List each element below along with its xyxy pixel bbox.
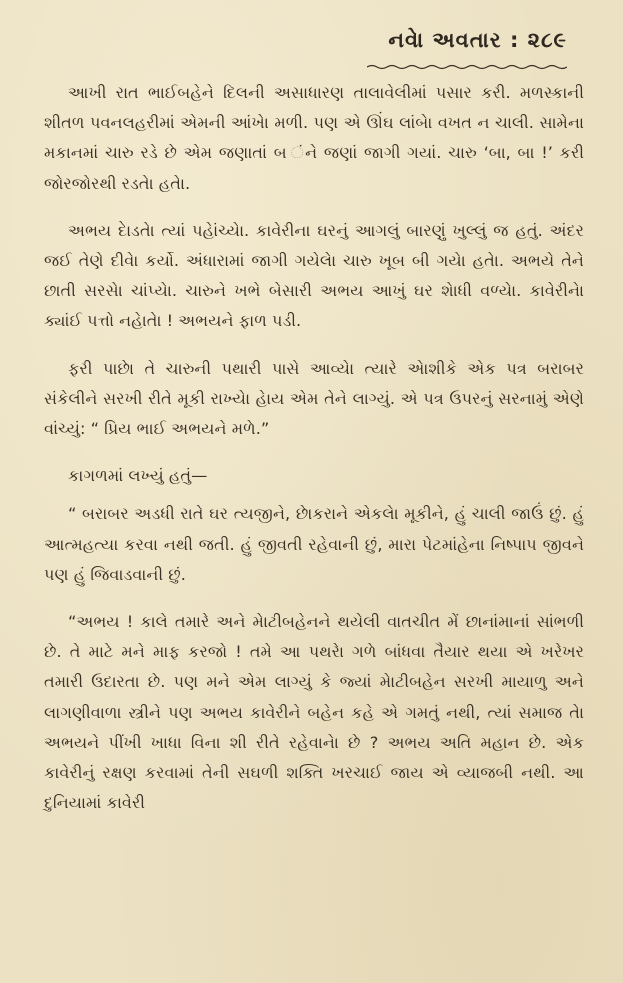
paragraph-letter-abhay: “અભય ! કાલે તમારે અને મેાટીબહેનને થયેલી વાતચીત મેં છાનાંમાનાં સાંભળી છે. તે માટે મને માફ કરજો ! તમે આ પથરેા ગળે બાંધવા તૈયાર થયા એ ખરેખર તમારી ઉદારતા છે. પણ મને એમ લાગ્યું કે જ્યાં મેાટીબહેન સરખી માયાળુ અને લાગણીવાળા સ્ત્રીને પણ અભય કાવેરીને બહેન કહે એ ગમતું નથી, ત્યાં સમાજ તેા અભયને પીંખી ખાધા વિના શી રીતે રહેવાનેા છે ? અભય અતિ મહાન છે. એક કાવેરીનું રક્ષણ કરવામાં તેની સઘળી શક્તિ ખરચાઈ જાય એ વ્યાજબી નથી. આ દુનિયામાં કાવેરી	[44, 612, 584, 813]
paragraph-abhay-searches: અભય દેાડતેા ત્યાં પહેાંચ્યેા. કાવેરીના ઘરનું આગલું બારણું ખુલ્લું જ હતું. અંદર જઈ તેણે દીવેા કર્યો. અંધારામાં જાગી ગયેલેા ચારુ ખૂબ બી ગયેા હતેા. અભયે તેને છાતી સરસેા ચાંપ્યેા. ચારુને ખભે બેસારી અભય આખું ઘર શેાધી વળ્યેા. કાવેરીનેા ક્યાંઈ પત્તો નહેાતેા ! અભયને ફાળ પડી.	[44, 220, 584, 331]
running-title: નવેા અવતાર : ૨૮૯	[388, 28, 567, 52]
paragraph-letter-intro: કાગળમાં લખ્યું હતું—	[68, 466, 208, 486]
running-head	[307, 28, 567, 53]
paragraph-letter-leaving: “ બરાબર અડધી રાતે ઘર ત્યજીને, છેાકરાને એકલેા મૂકીને, હું ચાલી જાઉં છું. હું આત્મહત્યા કરવા નથી જતી. હું જીવતી રહેવાની છું, મારા પેટમાંહેના નિષ્પાપ જીવને પણ હું જિવાડવાની છું.	[44, 504, 584, 584]
paragraph-letter-found: ફરી પાછેા તે ચારુની પથારી પાસે આવ્યેા ત્યારે એાશીકે એક પત્ર બરાબર સંકેલીને સરખી રીતે મૂકી રાખ્યેા હેાય એમ તેને લાગ્યું. એ પત્ર ઉપરનું સરનામું એણે વાંચ્યું: “ પ્રિય ભાઈ અભયને મળે.”	[44, 358, 584, 439]
body-text	[44, 78, 584, 835]
paragraph-night-restless: આખી રાત ભાઈબહેને દિલની અસાધારણ તાલાવેલીમાં પસાર કરી. મળસ્કાની શીતળ પવનલહરીમાં એમની આંખેા મળી. પણ એ ઊંઘ લાંબેા વખત ન ચાલી. સામેના મકાનમાં ચારુ રડે છે એમ જણાતાં બ ંને જણાં જાગી ગયાં. ચારુ ‘બા, બા !’ કરી જોરજોરથી રડતેા હતેા.	[44, 83, 584, 193]
decorative-wavy-rule	[367, 64, 567, 70]
